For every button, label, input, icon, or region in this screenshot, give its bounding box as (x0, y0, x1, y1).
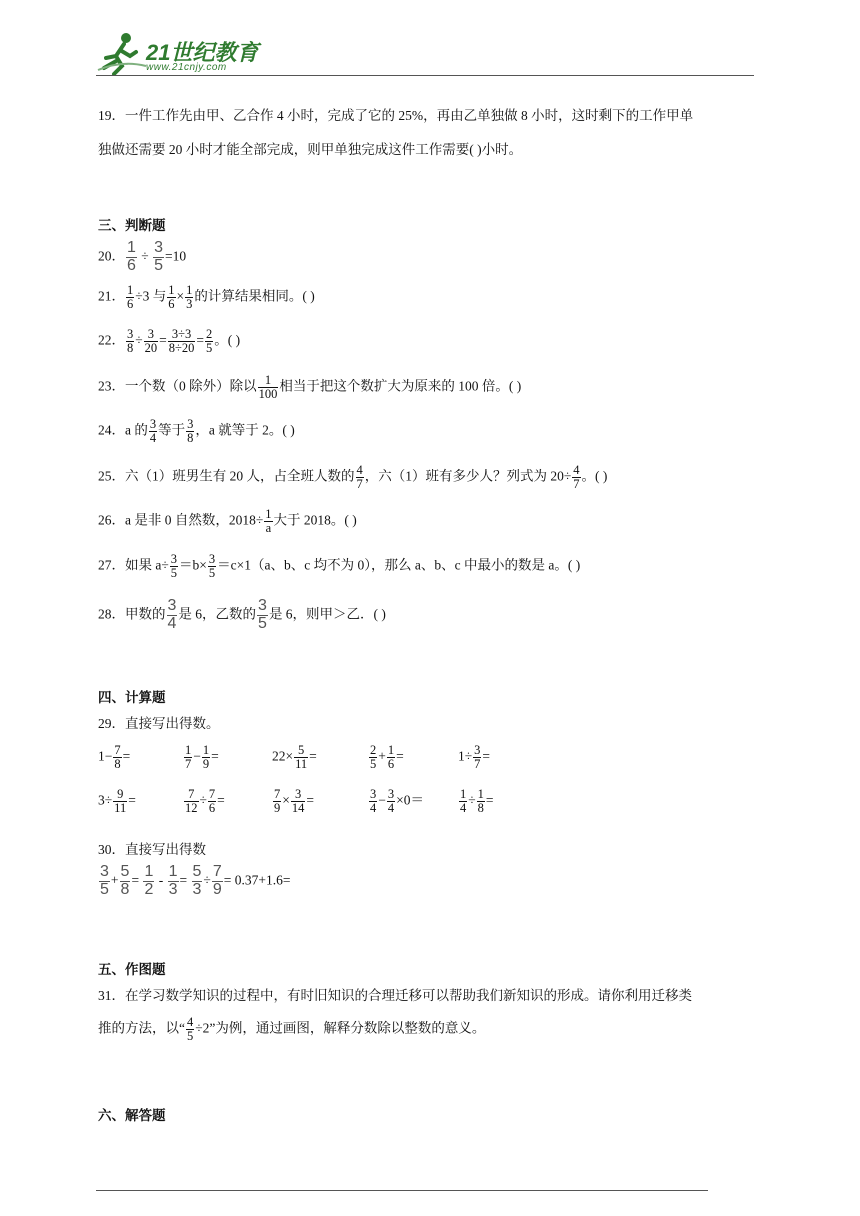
fraction: $\frac{3}{14}$ (291, 787, 305, 816)
question-25: 25．六（1）班男生有 20 人，占全班人数的 $\frac{4}{7}$ ，六（1）班有多少人？列式为 20÷ $\frac{4}{7}$ 。( ) (98, 463, 608, 492)
fraction: $\frac{7}{6}$ (208, 787, 216, 816)
fraction: $\frac{2}{5}$ (206, 327, 213, 356)
fraction: $\frac{3}{5}$ (170, 552, 178, 581)
fraction: $\frac{3}{4}$ (149, 417, 157, 446)
section-title-judgement: 三、判断题 (98, 218, 166, 233)
fraction: $\frac{3}{20}$ (144, 327, 158, 356)
question-19-line2: 独做还需要 20 小时才能全部完成，则甲单独完成这件工作需要( )小时。 (98, 142, 523, 157)
header-logo (96, 30, 266, 78)
section-title-drawing: 五、作图题 (98, 962, 166, 977)
calc-item: $\frac{7}{9}$ × $\frac{3}{14}$ = (274, 787, 314, 816)
calc-item: 1− $\frac{7}{8}$ = (98, 743, 131, 772)
runner-logo-icon (96, 30, 148, 76)
fraction: $\frac{7}{9}$ (212, 863, 222, 898)
fraction: $\frac{1}{6}$ (127, 283, 134, 312)
question-23: 23．一个数（0 除外）除以 $\frac{1}{100}$ 相当于把这个数扩大为原来的 100 倍。( ) (98, 373, 522, 402)
footer-rule (96, 1190, 708, 1191)
question-20: 20． $\frac{1}{6}$ ÷ $\frac{3}{5}$ =10 (98, 239, 187, 274)
fraction: $\frac{1}{3}$ (186, 283, 193, 312)
question-21: 21． $\frac{1}{6}$ ÷3 与 $\frac{1}{6}$ × $\frac{1}{3}$ 的计算结果相同。( ) (98, 283, 315, 312)
fraction: $\frac{3}{5}$ (208, 552, 216, 581)
fraction: $\frac{1}{6}$ (387, 743, 395, 772)
fraction: $\frac{3}{8}$ (127, 327, 134, 356)
fraction: $\frac{3\div 3}{8\div 20}$ (168, 327, 195, 356)
fraction: $\frac{3}{5}$ (258, 597, 267, 632)
fraction: $\frac{3}{4}$ (370, 787, 377, 816)
fraction: $\frac{1}{8}$ (477, 787, 484, 816)
fraction: $\frac{1}{2}$ (144, 863, 154, 898)
question-26: 26．a 是非 0 自然数，2018÷ $\frac{1}{a}$ 大于 2018。( ) (98, 507, 357, 536)
fraction: $\frac{1}{6}$ (127, 239, 136, 274)
calc-item: $\frac{1}{4}$ ÷ $\frac{1}{8}$ = (460, 787, 494, 816)
fraction: $\frac{7}{12}$ (185, 787, 198, 816)
question-30-title: 30．直接写出得数 (98, 842, 206, 857)
question-number: 20． (98, 248, 125, 264)
fraction: $\frac{3}{4}$ (387, 787, 395, 816)
fraction: $\frac{9}{11}$ (114, 787, 127, 816)
fraction: $\frac{1}{4}$ (460, 787, 467, 816)
fraction: $\frac{4}{7}$ (573, 463, 580, 492)
fraction: $\frac{1}{7}$ (185, 743, 192, 772)
fraction: $\frac{1}{a}$ (265, 507, 272, 536)
question-30-expressions: $\frac{3}{5}$ + $\frac{5}{8}$ = $\frac{1}{2}$ - $\frac{1}{3}$ = $\frac{5}{3}$ ÷ $\frac{7}{9}$ = 0.37+1.6= (100, 863, 291, 898)
fraction: $\frac{3}{5}$ (154, 239, 163, 274)
fraction: $\frac{1}{9}$ (202, 743, 210, 772)
fraction: $\frac{3}{7}$ (474, 743, 481, 772)
section-title-answers: 六、解答题 (98, 1108, 166, 1123)
question-31-line2: 推的方法，以“ $\frac{4}{5}$ ÷2”为例，通过画图，解释分数除以整数的意义。 (98, 1015, 486, 1044)
calc-item: $\frac{7}{12}$ ÷ $\frac{7}{6}$ = (185, 787, 225, 816)
question-29-title: 29．直接写出得数。 (98, 716, 220, 731)
fraction: $\frac{5}{8}$ (120, 863, 130, 898)
fraction: $\frac{3}{5}$ (100, 863, 109, 898)
question-27: 27．如果 a÷ $\frac{3}{5}$ ＝b× $\frac{3}{5}$ ＝c×1（a、b、c 均不为 0），那么 a、b、c 中最小的数是 a。( ) (98, 552, 581, 581)
calc-item: 3÷ $\frac{9}{11}$ = (98, 787, 136, 816)
calc-item: $\frac{1}{7}$ − $\frac{1}{9}$ = (185, 743, 219, 772)
fraction: $\frac{3}{4}$ (167, 597, 177, 632)
fraction: $\frac{7}{8}$ (114, 743, 121, 772)
fraction: $\frac{4}{7}$ (356, 463, 363, 492)
fraction: $\frac{2}{5}$ (370, 743, 377, 772)
fraction: $\frac{3}{8}$ (187, 417, 194, 446)
calc-item: $\frac{3}{4}$ − $\frac{3}{4}$ ×0＝ (370, 787, 424, 816)
fraction: $\frac{5}{11}$ (295, 743, 308, 772)
fraction: $\frac{1}{3}$ (168, 863, 178, 898)
fraction: $\frac{1}{100}$ (258, 373, 278, 402)
calc-item: 22× $\frac{5}{11}$ = (272, 743, 317, 772)
logo-text: 21世纪教育 (146, 40, 259, 65)
question-31-line1: 31．在学习数学知识的过程中，有时旧知识的合理迁移可以帮助我们新知识的形成。请你利用迁移类 (98, 988, 692, 1003)
question-19-line1: 19．一件工作先由甲、乙合作 4 小时，完成了它的 25%，再由乙单独做 8 小时，这时剩下的工作甲单 (98, 108, 694, 123)
calc-item: 1÷ $\frac{3}{7}$ = (458, 743, 491, 772)
section-title-calculation: 四、计算题 (98, 690, 166, 705)
fraction: $\frac{7}{9}$ (274, 787, 281, 816)
calc-item: $\frac{2}{5}$ + $\frac{1}{6}$ = (370, 743, 404, 772)
header-rule (96, 75, 754, 76)
fraction: $\frac{5}{3}$ (192, 863, 202, 898)
logo-url: www.21cnjy.com (146, 62, 227, 73)
fraction: $\frac{1}{6}$ (168, 283, 175, 312)
fraction: $\frac{4}{5}$ (187, 1015, 194, 1044)
question-28: 28．甲数的 $\frac{3}{4}$ 是 6，乙数的 $\frac{3}{5}$ 是 6，则甲＞乙．( ) (98, 597, 386, 632)
question-22: 22． $\frac{3}{8}$ ÷ $\frac{3}{20}$ = $\frac{3\div 3}{8\div 20}$ = $\frac{2}{5}$ 。( ) (98, 327, 241, 356)
question-24: 24．a 的 $\frac{3}{4}$ 等于 $\frac{3}{8}$ ，a 就等于 2。( ) (98, 417, 295, 446)
